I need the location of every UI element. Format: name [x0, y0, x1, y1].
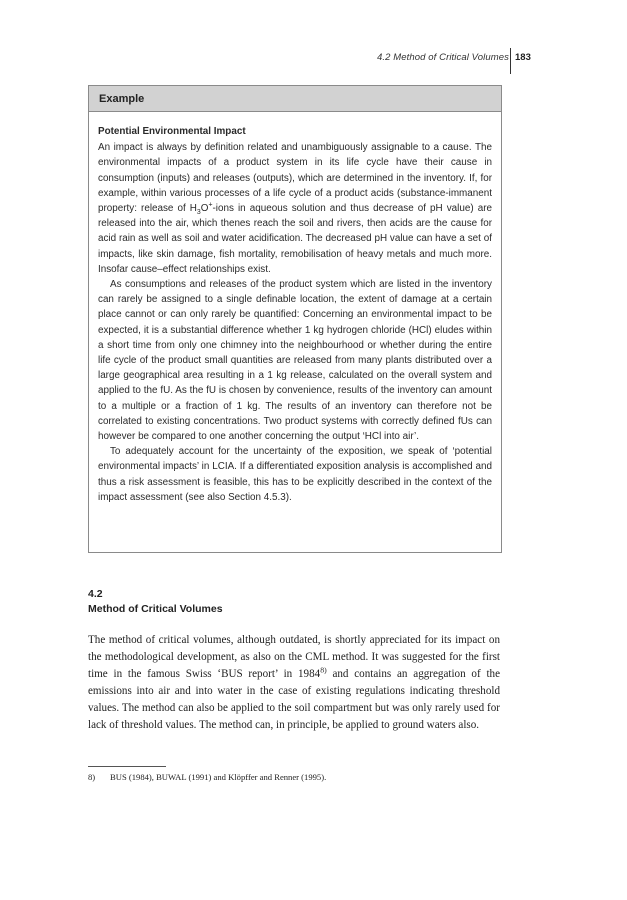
- footnote-divider: [88, 766, 166, 767]
- footnote-reference[interactable]: 8): [320, 665, 327, 675]
- footnote-mark: 8): [88, 772, 96, 782]
- p1-subscript: 3: [196, 208, 201, 216]
- example-paragraph-2: As consumptions and releases of the product system which are listed in the inventory can rarely be assigned to a single definable location, the extent of damage at a certain place cannot or can only rarely be quantified: Concerning an environmental impact to be expected, it is a substantial difference whether 1 kg hydrogen chloride (HCl) eludes within a short time from only one chimney into the neighbourhood or whether during the entire life cycle of the product small quantities are released from many plants distributed over a large geographical area resulting in a 1 kg release, calculated on the overall system and applied to the fU. As the fU is chosen by convenience, results of the inventory can amount to a multiple or a fraction of 1 kg. The results of an inventory can therefore not be correlated to existing concentrations. Two product systems with correctly defined fUs can however be compared to one another concerning the output ‘HCl into air’.: [98, 279, 492, 443]
- section-title: Method of Critical Volumes: [88, 603, 223, 615]
- example-title: Potential Environmental Impact: [98, 126, 246, 137]
- p1-text-b: O: [200, 203, 209, 215]
- running-head: 4.2 Method of Critical Volumes: [376, 52, 509, 63]
- header-divider: [510, 48, 511, 74]
- p1-text-c: -ions in aqueous solution and thus decrease of pH value) are released into the air, which thenes reach the soil and rivers, then acids are the cause for acid rain as well as soil and water acidification. The decreased pH value can have a set of impacts, like skin damage, fish mortality, remobilisation of heavy metals and much more. Insofar cause–effect relationships exist.: [98, 203, 492, 275]
- section-number: 4.2: [88, 588, 103, 600]
- example-paragraph-1: [98, 140, 492, 277]
- example-body: [89, 112, 501, 505]
- body-text-a: The method of critical volumes, although outdated, is shortly appreciated for its impact on the methodological development, as also on the CML method. It was suggested for the first time in the famous Swiss ‘BUS report’ in 1984: [88, 634, 500, 680]
- body-paragraph: [88, 632, 500, 734]
- example-box: [88, 85, 502, 553]
- example-label: Example: [89, 86, 501, 112]
- p1-superscript: +: [208, 201, 213, 209]
- p1-text-a: An impact is always by definition related and unambiguously assignable to a cause. The environmental impacts of a product system in its life cycle have their cause in consumption (inputs) and releases (outputs), which are determined in the inventory. If, for example, within various processes of a life cycle of a product acids (substance-immanent property: release of H: [98, 142, 492, 215]
- footnote: [88, 772, 500, 782]
- page-number: 183: [515, 52, 531, 63]
- footnote-text: BUS (1984), BUWAL (1991) and Klöpffer and Renner (1995).: [110, 772, 327, 782]
- body-text-b: and contains an aggregation of the emissions into air and into water in the case of existing regulations indicating threshold values. The method can also be applied to the soil compartment but was only rarely used for lack of threshold values. The method can, in principle, be applied to ground waters also.: [88, 668, 500, 731]
- example-paragraph-3: To adequately account for the uncertainty of the exposition, we speak of ‘potential environmental impacts’ in LCIA. If a differentiated exposition analysis is accomplished and thus a risk assessment is feasible, this has to be explicitly described in the context of the impact assessment (see also Section 4.5.3).: [98, 446, 492, 503]
